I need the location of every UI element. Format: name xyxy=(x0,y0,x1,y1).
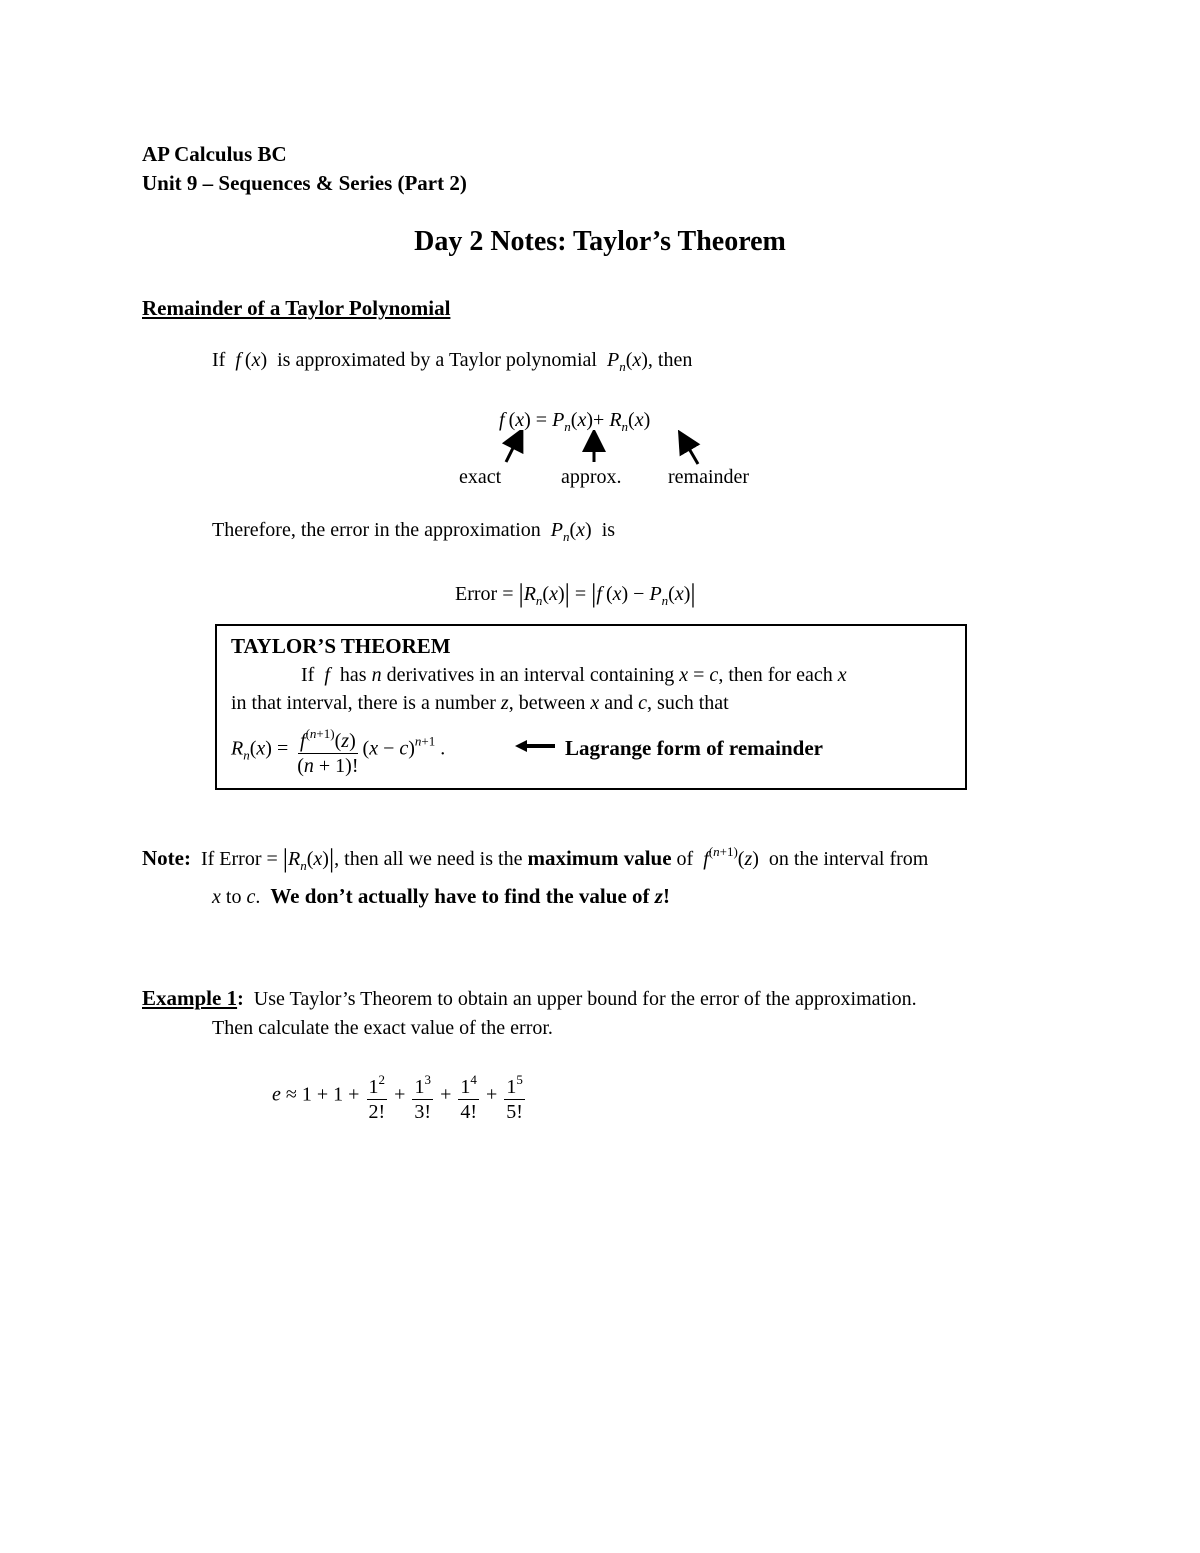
lagrange-formula: $R_n(x)$ = $\frac{f^{(n+1)}(z)}{(n + 1)!}$ $(x - c)^{n+1}$ . xyxy=(231,722,445,778)
therefore-end: is xyxy=(601,519,616,541)
note-line1: Note: If Error = $|R_n(x)|$, then all we need is the maximum value of $f^{(n+1)}(z)$ on the interval from xyxy=(142,844,929,873)
error-word: Error xyxy=(455,583,498,605)
label-remainder: remainder xyxy=(668,466,750,488)
theorem-line2: in that interval, there is a number z, between x and c, such that xyxy=(231,692,729,714)
therefore-line: Therefore, the error in the approximation $P_n(x)$ is xyxy=(212,519,616,544)
theorem-line1-then: , then for each xyxy=(718,664,833,686)
note-text-c: of xyxy=(676,848,694,870)
intro-if: If xyxy=(212,349,226,371)
intro-end: , then xyxy=(647,349,693,371)
therefore-text: Therefore, the error in the approximation xyxy=(212,519,541,541)
example1-line1: Example 1: Use Taylor’s Theorem to obtain an upper bound for the error of the approximation. xyxy=(142,986,917,1010)
theorem-line1: If f has n derivatives in an interval containing x = c, then for each x xyxy=(301,664,847,686)
lagrange-label: Lagrange form of remainder xyxy=(565,736,823,760)
arrow-remainder xyxy=(684,440,698,464)
note-max-value: maximum value xyxy=(527,846,672,870)
theorem-heading: TAYLOR’S THEOREM xyxy=(231,634,451,658)
taylor-equation: f $(x) = P_n(x)+ R_n(x)$ xyxy=(499,409,651,434)
unit-title: Unit 9 – Sequences & Series (Part 2) xyxy=(142,171,467,195)
theorem-line2-c: , such that xyxy=(647,692,729,714)
note-text-b: , then all we need is the xyxy=(334,848,523,870)
lagrange-fraction: $\frac{f^{(n+1)}(z)}{(n + 1)!}$ xyxy=(295,722,360,778)
theorem-if: If xyxy=(301,664,315,686)
remainder-intro: If f (x) is approximated by a Taylor polynomial $P_n(x)$, then xyxy=(212,349,693,374)
error-equation: Error = $|R_n(x)| = |f$ $(x) - P_n(x)|$ xyxy=(455,579,696,608)
note-bold-end: We don’t actually have to find the value of z! xyxy=(270,884,670,908)
lagrange-arrow xyxy=(513,738,557,754)
theorem-line2-b: , between xyxy=(508,692,586,714)
theorem-line1-mid: derivatives in an interval containing xyxy=(386,664,675,686)
label-approx: approx. xyxy=(561,466,622,488)
note-to: to xyxy=(225,886,242,908)
note-text-d: on the interval from xyxy=(768,848,929,870)
theorem-line2-and: and xyxy=(604,692,634,714)
equation-arrows xyxy=(470,430,730,470)
intro-mid: is approximated by a Taylor polynomial xyxy=(277,349,597,371)
taylor-theorem-box xyxy=(215,624,967,790)
note-line2: x to c. We don’t actually have to find the value of z! xyxy=(212,884,670,908)
arrow-exact xyxy=(506,438,518,462)
remainder-heading: Remainder of a Taylor Polynomial xyxy=(142,296,451,320)
label-exact: exact xyxy=(459,466,502,488)
note-label: Note: xyxy=(142,846,191,870)
course-title: AP Calculus BC xyxy=(142,142,287,166)
example1-series: e ≈ 1 + 1 + $\frac{1^2}{2!}$ + $\frac{1^3}{3!}$ + $\frac{1^4}{4!}$ + $\frac{1^5}{5!}$ xyxy=(272,1068,527,1124)
example1-text-line1: Use Taylor’s Theorem to obtain an upper bound for the error of the approximation. xyxy=(253,988,917,1010)
example1-text-line2: Then calculate the exact value of the error. xyxy=(212,1017,553,1039)
page-title: Day 2 Notes: Taylor’s Theorem xyxy=(414,226,786,257)
theorem-has: has xyxy=(339,664,367,686)
example1-label: Example 1 xyxy=(142,986,238,1010)
note-text-a: If Error = xyxy=(200,848,278,870)
theorem-line2-a: in that interval, there is a number xyxy=(231,692,496,714)
